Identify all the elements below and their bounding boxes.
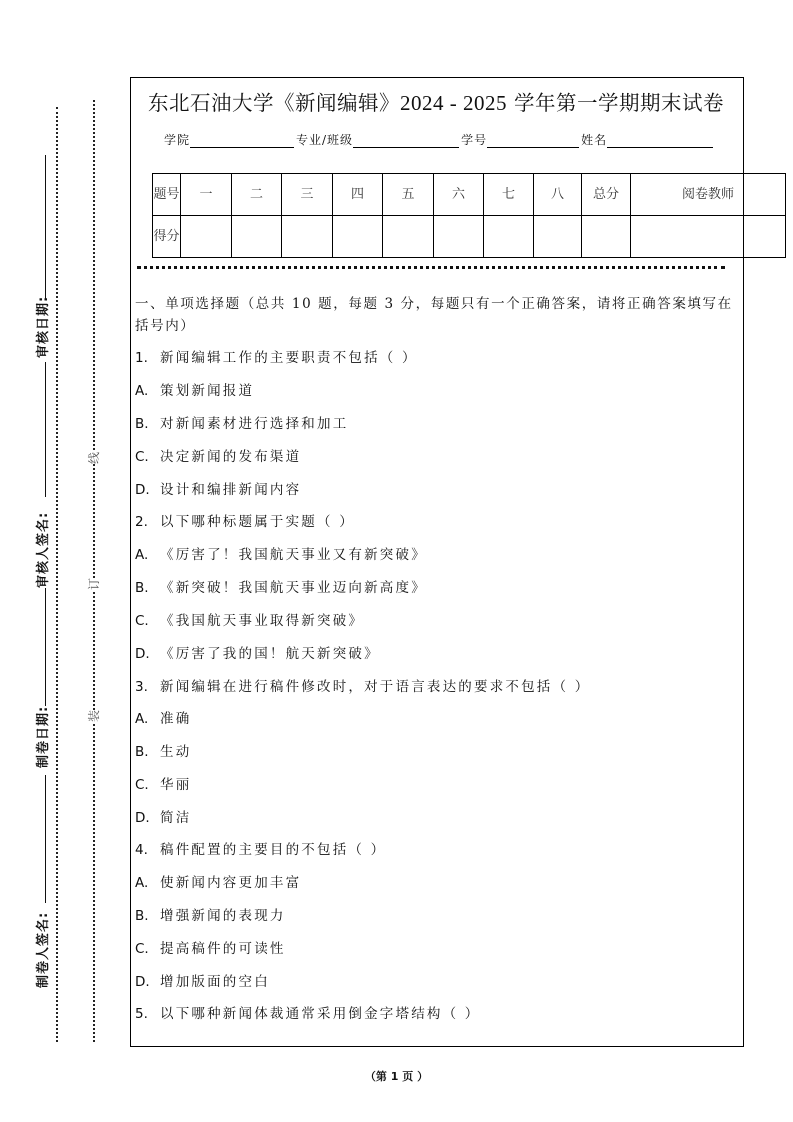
col-header-total: 总分 [582,174,631,216]
col-header: 一 [181,174,232,216]
question-number-row [153,174,786,216]
exam-title: 东北石油大学《新闻编辑》2024 - 2025 学年第一学期期末试卷 [148,91,725,115]
col-header: 七 [484,174,534,216]
option: D. 增加版面的空白 [135,974,270,990]
option: A. 准确 [135,711,192,727]
compile-date-label: 制卷日期: [36,705,51,768]
signature-line [45,775,46,903]
option: D. 简洁 [135,810,192,826]
signature-line [45,155,46,300]
name-label: 姓名 [581,133,608,147]
score-cell[interactable] [333,216,383,258]
compiler-signature-label: 制卷人签名: [36,911,51,988]
col-header: 四 [333,174,383,216]
question-1: 1. 新闻编辑工作的主要职责不包括（ ） [135,350,418,366]
col-header: 六 [434,174,484,216]
score-cell-grader[interactable] [631,216,786,258]
score-row [153,216,786,258]
seal-line-inner [56,107,58,1042]
binding-char-line: 线 [87,451,102,465]
option: C. 华丽 [135,777,192,793]
score-table [152,173,786,258]
option: D. 设计和编排新闻内容 [135,482,302,498]
score-cell[interactable] [232,216,282,258]
student-info-row [164,131,715,148]
question-3: 3. 新闻编辑在进行稿件修改时，对于语言表达的要求不包括（ ） [135,679,591,695]
col-header: 八 [534,174,582,216]
col-header: 三 [282,174,333,216]
question-5: 5. 以下哪种新闻体裁通常采用倒金字塔结构（ ） [135,1006,481,1022]
score-cell[interactable] [534,216,582,258]
col-header: 二 [232,174,282,216]
option: B. 生动 [135,744,192,760]
college-label: 学院 [164,133,191,147]
option: B. 《新突破！我国航天事业迈向新高度》 [135,580,427,596]
seal-line-outer [93,100,95,1042]
question-4: 4. 稿件配置的主要目的不包括（ ） [135,842,387,858]
score-cell[interactable] [484,216,534,258]
review-date-label: 审核日期: [36,295,51,358]
score-cell-total[interactable] [582,216,631,258]
option: A. 《厉害了！我国航天事业又有新突破》 [135,547,427,563]
major-class-field[interactable] [353,135,459,148]
score-cell[interactable] [181,216,232,258]
binding-char-pack: 装 [87,709,102,723]
score-cell[interactable] [383,216,434,258]
col-header: 五 [383,174,434,216]
name-field[interactable] [607,135,713,148]
option: D. 《厉害了我的国！航天新突破》 [135,646,380,662]
row-header-score: 得分 [153,216,181,258]
student-id-field[interactable] [487,135,579,148]
option: B. 对新闻素材进行选择和加工 [135,416,349,432]
score-cell[interactable] [434,216,484,258]
signature-line [45,362,46,497]
option: C. 《我国航天事业取得新突破》 [135,613,365,629]
student-id-label: 学号 [461,133,488,147]
option: C. 提高稿件的可读性 [135,941,286,957]
option: B. 增强新闻的表现力 [135,908,286,924]
major-class-label: 专业/班级 [296,133,354,147]
section-heading: 一、单项选择题（总共 10 题，每题 3 分，每题只有一个正确答案，请将正确答案填写在括号内） [135,296,733,334]
question-2: 2. 以下哪种标题属于实题（ ） [135,514,355,530]
option: A. 策划新闻报道 [135,383,255,399]
signature-line [45,588,46,706]
option: A. 使新闻内容更加丰富 [135,875,302,891]
page-number: （第 1 页 ） [364,1070,429,1083]
option: C. 决定新闻的发布渠道 [135,449,302,465]
row-header-question-no: 题号 [153,174,181,216]
college-field[interactable] [190,135,294,148]
reviewer-signature-label: 审核人签名: [36,511,51,588]
dotted-separator [137,266,725,269]
col-header-grader: 阅卷教师 [631,174,786,216]
binding-char-bind: 订 [87,577,102,591]
score-cell[interactable] [282,216,333,258]
